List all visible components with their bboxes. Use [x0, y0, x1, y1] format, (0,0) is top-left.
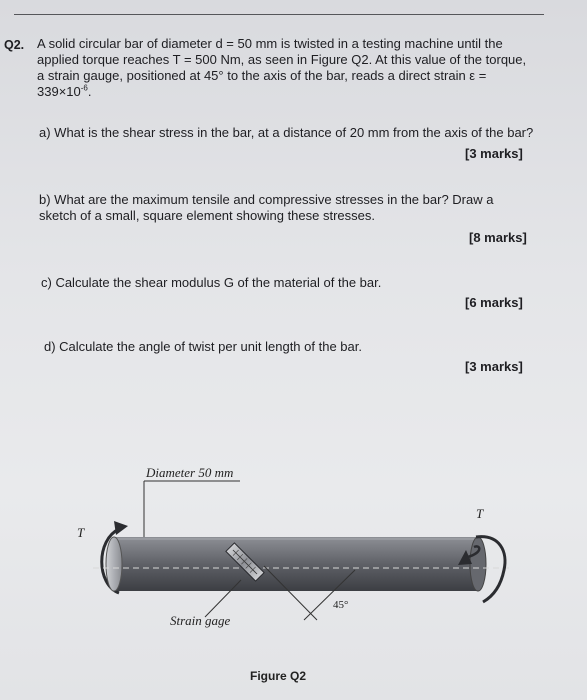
- strain-value: 339×10: [37, 84, 81, 99]
- figure-caption: Figure Q2: [250, 669, 307, 683]
- part-a-text: a) What is the shear stress in the bar, at a distance of 20 mm from the axis of the bar?: [39, 125, 534, 140]
- part-c-marks: [6 marks]: [465, 295, 523, 310]
- bar-body: [112, 537, 478, 591]
- strain-end: .: [87, 84, 92, 99]
- diameter-label: Diameter 50 mm: [146, 465, 234, 480]
- question-line-2: applied torque reaches T = 500 Nm, as seen in Figure Q2. At this value of the torque,: [37, 52, 527, 67]
- strain-exponent: -6: [80, 83, 88, 93]
- part-b-line-2: sketch of a small, square element showing these stresses.: [39, 208, 375, 223]
- angle-label: 45°: [333, 599, 349, 611]
- left-torque-label: T: [77, 525, 85, 540]
- part-b-marks: [8 marks]: [469, 230, 527, 245]
- question-number: Q2.: [4, 38, 25, 52]
- question-line-1: A solid circular bar of diameter d = 50 mm is twisted in a testing machine until the: [37, 36, 503, 51]
- strain-gage-label: Strain gage: [170, 613, 231, 628]
- part-c-text: c) Calculate the shear modulus G of the material of the bar.: [41, 275, 382, 290]
- bar-right-end: [470, 537, 486, 591]
- right-torque-label: T: [476, 506, 484, 521]
- part-b-line-1: b) What are the maximum tensile and compressive stresses in the bar? Draw a: [39, 192, 494, 207]
- left-torque-arrowhead: [114, 521, 128, 535]
- part-a-marks: [3 marks]: [465, 146, 523, 161]
- part-d-marks: [3 marks]: [465, 359, 523, 374]
- bar-left-end: [106, 537, 122, 591]
- part-d-text: d) Calculate the angle of twist per unit length of the bar.: [44, 339, 362, 354]
- question-line-3: a strain gauge, positioned at 45° to the axis of the bar, reads a direct strain ε =: [37, 68, 487, 83]
